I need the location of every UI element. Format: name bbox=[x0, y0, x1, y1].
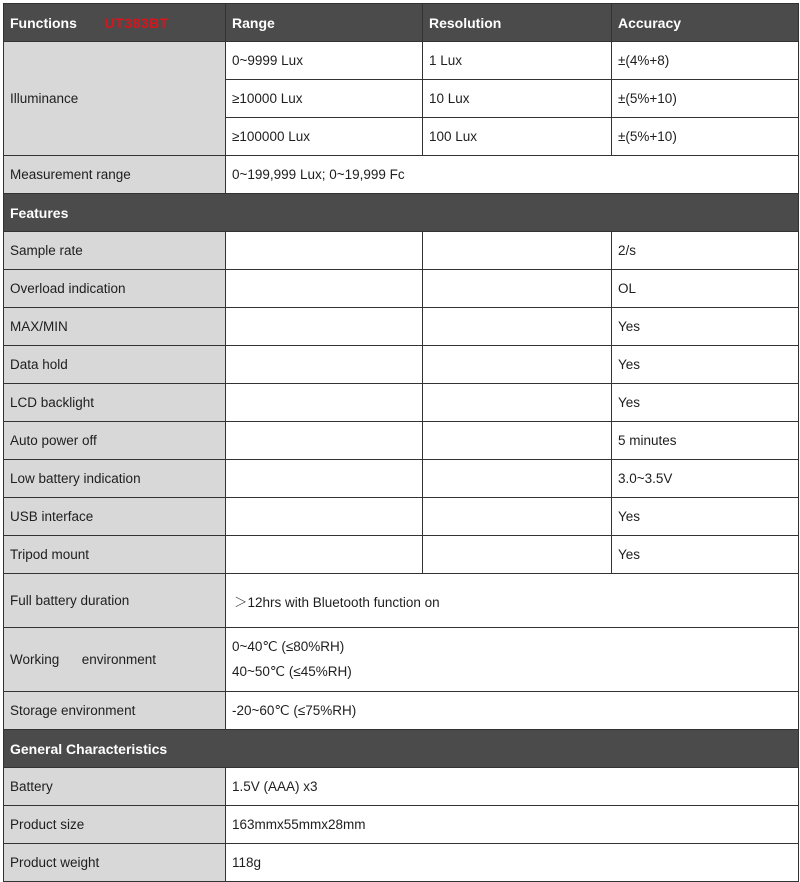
table-row bbox=[4, 768, 799, 806]
feature-label: Tripod mount bbox=[4, 536, 226, 574]
empty-cell bbox=[423, 498, 612, 536]
measurement-range-value: 0~199,999 Lux; 0~19,999 Fc bbox=[226, 156, 799, 194]
table-row bbox=[4, 460, 799, 498]
empty-cell bbox=[423, 232, 612, 270]
table-row bbox=[4, 270, 799, 308]
feature-label: Auto power off bbox=[4, 422, 226, 460]
empty-cell bbox=[423, 536, 612, 574]
illuminance-label: Illuminance bbox=[4, 42, 226, 156]
feature-label: Sample rate bbox=[4, 232, 226, 270]
feature-value: Yes bbox=[612, 384, 799, 422]
empty-cell bbox=[226, 460, 423, 498]
battery-duration-label: Full battery duration bbox=[4, 574, 226, 628]
illuminance-resolution: 1 Lux bbox=[423, 42, 612, 80]
storage-environment-label: Storage environment bbox=[4, 692, 226, 730]
functions-label: Functions bbox=[10, 14, 77, 31]
specification-table bbox=[3, 3, 799, 882]
table-row bbox=[4, 806, 799, 844]
table-header-row bbox=[4, 4, 799, 42]
general-value: 1.5V (AAA) x3 bbox=[226, 768, 799, 806]
illuminance-range: ≥100000 Lux bbox=[226, 118, 423, 156]
illuminance-accuracy: ±(5%+10) bbox=[612, 80, 799, 118]
feature-value: Yes bbox=[612, 536, 799, 574]
empty-cell bbox=[423, 460, 612, 498]
general-value: 118g bbox=[226, 844, 799, 882]
header-accuracy: Accuracy bbox=[612, 4, 799, 42]
feature-label: USB interface bbox=[4, 498, 226, 536]
general-value: 163mmx55mmx28mm bbox=[226, 806, 799, 844]
table-row bbox=[4, 346, 799, 384]
table-row bbox=[4, 498, 799, 536]
table-row bbox=[4, 844, 799, 882]
feature-value: Yes bbox=[612, 308, 799, 346]
table-row bbox=[4, 628, 799, 692]
empty-cell bbox=[226, 232, 423, 270]
working-environment-label: Working environment bbox=[4, 628, 226, 692]
feature-label: LCD backlight bbox=[4, 384, 226, 422]
working-env-line-1: 0~40℃ (≤80%RH) bbox=[232, 639, 345, 654]
empty-cell bbox=[423, 384, 612, 422]
empty-cell bbox=[226, 422, 423, 460]
feature-label: Data hold bbox=[4, 346, 226, 384]
header-range: Range bbox=[226, 4, 423, 42]
measurement-range-label: Measurement range bbox=[4, 156, 226, 194]
table-row bbox=[4, 574, 799, 628]
empty-cell bbox=[226, 536, 423, 574]
feature-value: 3.0~3.5V bbox=[612, 460, 799, 498]
header-functions bbox=[4, 4, 226, 42]
empty-cell bbox=[226, 346, 423, 384]
general-label: Product size bbox=[4, 806, 226, 844]
section-header-features bbox=[4, 194, 799, 232]
empty-cell bbox=[423, 422, 612, 460]
table-row bbox=[4, 232, 799, 270]
header-resolution: Resolution bbox=[423, 4, 612, 42]
illuminance-accuracy: ±(5%+10) bbox=[612, 118, 799, 156]
table-row bbox=[4, 536, 799, 574]
battery-duration-value bbox=[226, 574, 799, 628]
table-row bbox=[4, 42, 799, 80]
table-row bbox=[4, 422, 799, 460]
table-row bbox=[4, 692, 799, 730]
illuminance-resolution: 10 Lux bbox=[423, 80, 612, 118]
feature-value: OL bbox=[612, 270, 799, 308]
feature-label: MAX/MIN bbox=[4, 308, 226, 346]
general-title: General Characteristics bbox=[4, 730, 799, 768]
empty-cell bbox=[423, 346, 612, 384]
working-env-line-2: 40~50℃ (≤45%RH) bbox=[232, 664, 352, 679]
section-header-general bbox=[4, 730, 799, 768]
table-row bbox=[4, 384, 799, 422]
table-row bbox=[4, 308, 799, 346]
illuminance-resolution: 100 Lux bbox=[423, 118, 612, 156]
model-name: UT383BT bbox=[104, 14, 170, 31]
feature-value: 5 minutes bbox=[612, 422, 799, 460]
general-label: Battery bbox=[4, 768, 226, 806]
illuminance-range: ≥10000 Lux bbox=[226, 80, 423, 118]
feature-value: Yes bbox=[612, 498, 799, 536]
empty-cell bbox=[226, 498, 423, 536]
feature-label: Overload indication bbox=[4, 270, 226, 308]
feature-value: 2/s bbox=[612, 232, 799, 270]
empty-cell bbox=[423, 270, 612, 308]
empty-cell bbox=[226, 270, 423, 308]
features-title: Features bbox=[4, 194, 799, 232]
empty-cell bbox=[226, 308, 423, 346]
storage-environment-value: -20~60℃ (≤75%RH) bbox=[226, 692, 799, 730]
illuminance-range: 0~9999 Lux bbox=[226, 42, 423, 80]
general-label: Product weight bbox=[4, 844, 226, 882]
empty-cell bbox=[226, 384, 423, 422]
feature-label: Low battery indication bbox=[4, 460, 226, 498]
working-environment-value bbox=[226, 628, 799, 692]
empty-cell bbox=[423, 308, 612, 346]
battery-duration-text: ＞12hrs with Bluetooth function on bbox=[234, 594, 440, 610]
feature-value: Yes bbox=[612, 346, 799, 384]
illuminance-accuracy: ±(4%+8) bbox=[612, 42, 799, 80]
table-row bbox=[4, 156, 799, 194]
